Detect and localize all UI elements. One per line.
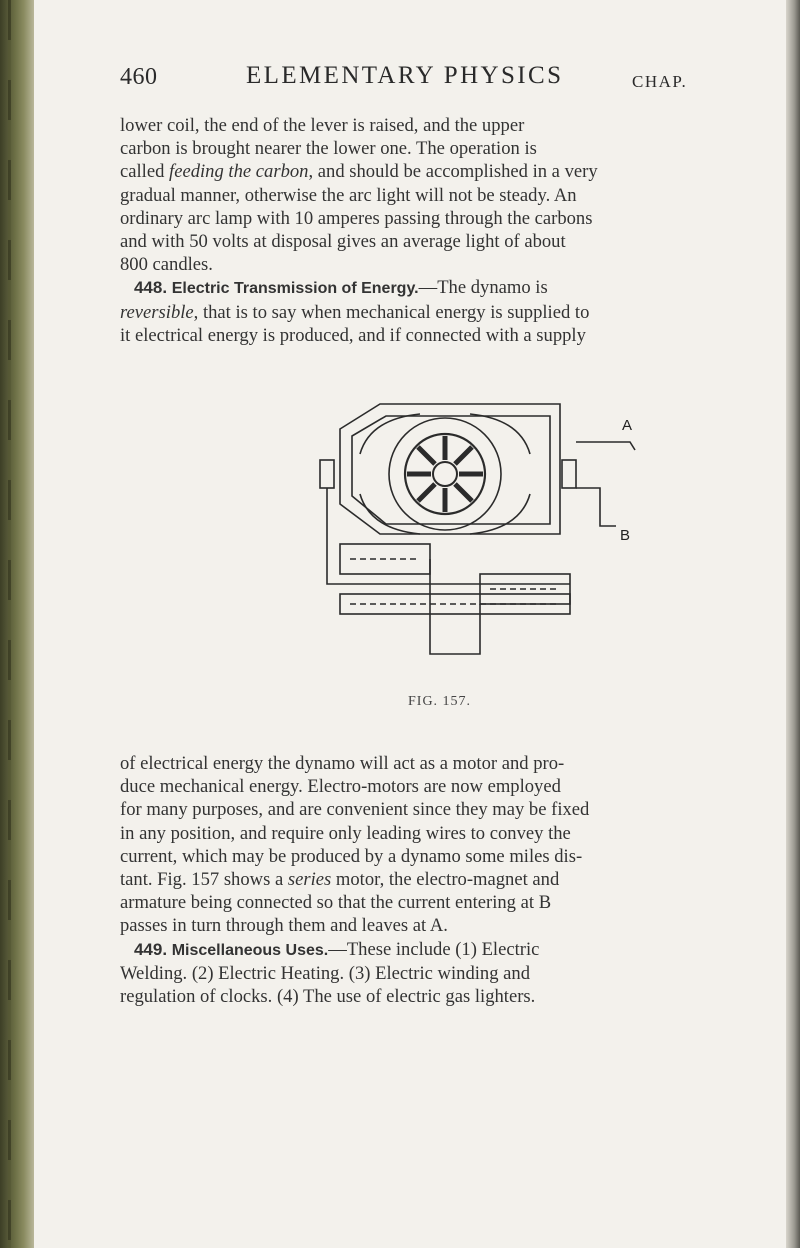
figure-caption: FIG. 157. [408,694,472,709]
section-448 [120,276,792,347]
text-line: armature being connected so that the current entering at B [120,892,552,914]
text-line: 448. Electric Transmission of Energy.—The dynamo is [133,277,548,299]
bottom-text-block [120,752,792,1008]
wire-b [576,488,616,526]
italic-term: series [287,869,332,891]
section-449 [120,938,792,1009]
text-line: it electrical energy is produced, and if connected with a supply [120,324,586,346]
armature-windings [407,436,483,512]
magnet-yoke-inner [352,416,550,524]
text-line: called feeding the carbon, and should be accomplished in a very [120,161,598,183]
text-line: and with 50 volts at disposal gives an average light of about [120,231,566,253]
figure-drawing [320,404,635,654]
series-motor-figure [300,384,640,684]
text-line: duce mechanical energy. Electro-motors are now employed [120,776,561,798]
book-binding [0,0,34,1248]
text-line: for many purposes, and are convenient since they may be fixed [120,799,590,821]
text-line: lower coil, the end of the lever is raised, and the upper [120,115,525,136]
text-line: passes in turn through them and leaves at A. [120,915,448,937]
text-line: gradual manner, otherwise the arc light will not be steady. An [120,184,577,206]
section-number: 449. [133,939,168,959]
text-line: reversible, that is to say when mechanical energy is supplied to [120,301,590,323]
text-line: 800 candles. [120,254,213,276]
text-line: tant. Fig. 157 shows a series motor, the electro-magnet and [120,869,560,891]
chapter-label: CHAP. [632,72,688,91]
label-b: B [620,527,631,544]
wire-a [576,442,635,450]
running-head [120,60,800,100]
brush-right [562,460,576,488]
coil-dashes [350,559,560,604]
wire-down [430,559,480,654]
running-title: ELEMENTARY PHYSICS [246,62,564,89]
text-line: in any position, and require only leading wires to convey the [120,822,571,844]
text-line: current, which may be produced by a dynamo some miles dis- [120,845,583,867]
section-number: 448. [133,278,168,298]
paragraph-arc-lamp [120,114,792,276]
paragraph-motor [120,752,792,938]
label-a: A [622,417,633,434]
top-text-block [120,114,792,347]
italic-term: reversible [120,301,194,323]
text-line: regulation of clocks. (4) The use of electric gas lighters. [120,986,536,1008]
text-line: carbon is brought nearer the lower one. The operation is [120,138,537,160]
brush-left [320,460,334,488]
text-line: Welding. (2) Electric Heating. (3) Electric winding and [120,962,530,984]
text-line: of electrical energy the dynamo will act as a motor and pro- [120,753,565,774]
text-line: ordinary arc lamp with 10 amperes passing through the carbons [120,207,593,229]
section-title: Electric Transmission of Energy. [171,280,419,298]
text-line: 449. Miscellaneous Uses.—These include (1) Electric [133,938,540,960]
italic-term: feeding the carbon [169,161,309,183]
armature-core [433,462,457,486]
page-number: 460 [120,64,158,90]
section-title: Miscellaneous Uses. [171,941,329,959]
